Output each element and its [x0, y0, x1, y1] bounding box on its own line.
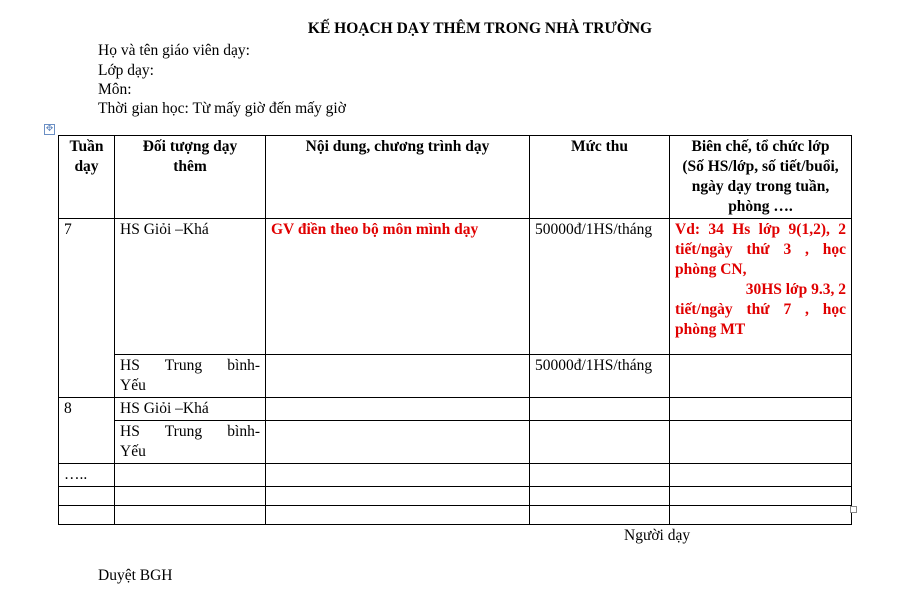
target-cell: HS Giỏi –Khá: [115, 219, 266, 355]
target-cell: HS Giỏi –Khá: [115, 398, 266, 421]
org-line: tiết/ngày thứ 7 , học: [675, 301, 846, 318]
week-cell: 7: [59, 219, 115, 398]
target-cell: [115, 464, 266, 487]
header-fee: Mức thu: [530, 136, 670, 219]
content-cell: [266, 355, 530, 398]
teacher-signature-label: Người dạy: [624, 527, 691, 544]
org-line: tiết/ngày thứ 3 , học: [675, 241, 846, 258]
header-week: [59, 136, 115, 219]
table-resize-handle[interactable]: [850, 506, 857, 513]
target-cell: [115, 355, 266, 398]
class-label: Lớp dạy:: [98, 62, 154, 79]
table-row: [59, 219, 852, 355]
header-week-line: Tuần: [69, 138, 104, 155]
organization-cell: [670, 398, 852, 421]
fee-cell: [530, 421, 670, 464]
content-cell: [266, 421, 530, 464]
header-week-line: dạy: [74, 158, 99, 175]
header-organization: [670, 136, 852, 219]
table-row: [59, 506, 852, 525]
org-line: 30HS lớp 9.3, 2: [745, 281, 846, 298]
content-cell: [266, 487, 530, 506]
table-row: [59, 355, 852, 398]
organization-cell: [670, 464, 852, 487]
fee-cell: [530, 464, 670, 487]
content-cell: [266, 506, 530, 525]
fee-cell: [530, 487, 670, 506]
table-row: [59, 421, 852, 464]
organization-cell: [670, 355, 852, 398]
table-header-row: [59, 136, 852, 219]
org-line: Vd: 34 Hs lớp 9(1,2), 2: [675, 221, 846, 238]
table-row: [59, 464, 852, 487]
header-target: [115, 136, 266, 219]
week-cell: …..: [59, 464, 115, 487]
approval-label: Duyệt BGH: [98, 567, 173, 584]
subject-label: Môn:: [98, 81, 132, 98]
week-cell: 8: [59, 398, 115, 464]
header-target-line: Đối tượng dạy: [142, 138, 238, 155]
org-line: phòng MT: [675, 321, 746, 338]
content-cell: [266, 398, 530, 421]
organization-cell: [670, 506, 852, 525]
fee-cell: [530, 506, 670, 525]
organization-cell: [670, 421, 852, 464]
study-time-label: Thời gian học: Từ mấy giờ đến mấy giờ: [98, 100, 346, 117]
teaching-plan-table: [58, 135, 852, 525]
target-line: Yếu: [120, 443, 146, 460]
header-org-line: ngày dạy trong tuần,: [691, 178, 830, 195]
content-cell: GV điền theo bộ môn mình dạy: [266, 219, 530, 355]
table-row: [59, 398, 852, 421]
target-line: Yếu: [120, 377, 146, 394]
document-title: KẾ HOẠCH DẠY THÊM TRONG NHÀ TRƯỜNG: [307, 20, 653, 37]
organization-cell: [670, 219, 852, 355]
target-cell: [115, 506, 266, 525]
fee-cell: [530, 398, 670, 421]
week-cell: [59, 487, 115, 506]
fee-cell: 50000đ/1HS/tháng: [530, 219, 670, 355]
target-cell: [115, 421, 266, 464]
header-org-line: (Số HS/lớp, số tiết/buổi,: [682, 158, 839, 175]
teacher-name-label: Họ và tên giáo viên dạy:: [98, 42, 250, 59]
target-line: HS Trung bình-: [120, 357, 260, 374]
fee-cell: 50000đ/1HS/tháng: [530, 355, 670, 398]
content-cell: [266, 464, 530, 487]
target-cell: [115, 487, 266, 506]
table-move-handle-icon[interactable]: ✥: [45, 124, 54, 134]
header-content: Nội dung, chương trình dạy: [266, 136, 530, 219]
organization-cell: [670, 487, 852, 506]
header-target-line: thêm: [173, 158, 207, 175]
target-line: HS Trung bình-: [120, 423, 260, 440]
week-cell: [59, 506, 115, 525]
org-line: phòng CN,: [675, 261, 747, 278]
header-org-line: phòng ….: [728, 198, 793, 215]
table-row: [59, 487, 852, 506]
header-org-line: Biên chế, tổ chức lớp: [691, 138, 830, 155]
